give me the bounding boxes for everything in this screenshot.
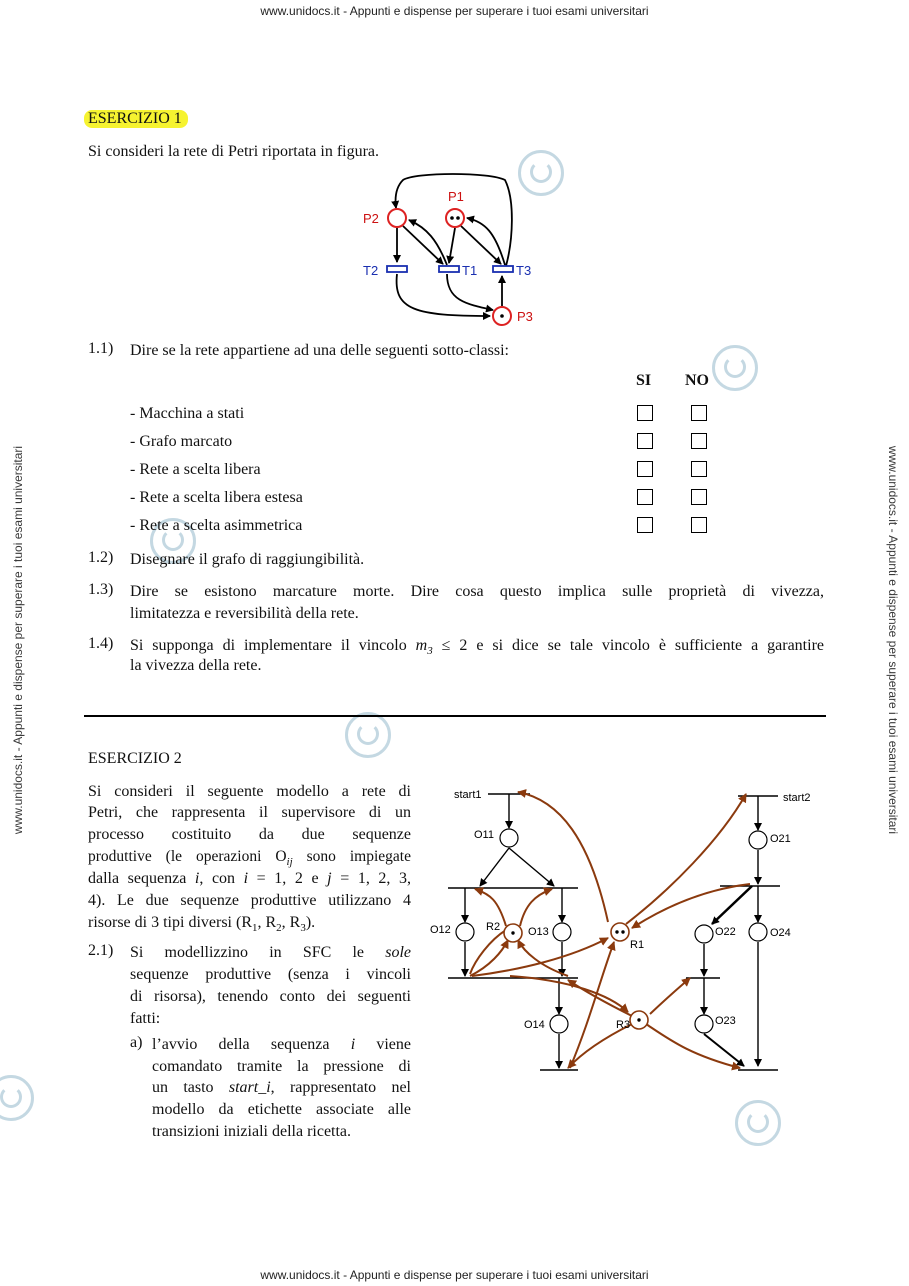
- place-r1: [611, 923, 629, 941]
- exercise-2-title: ESERCIZIO 2: [88, 750, 182, 767]
- item-a-line: comandato tramite la pressione di: [152, 1058, 411, 1075]
- label-start2: start2: [783, 792, 811, 804]
- item-a-line: transizioni iniziali della ricetta.: [152, 1123, 352, 1140]
- watermark-bottom: www.unidocs.it - Appunti e dispense per superare i tuoi esami universitari: [260, 1268, 649, 1282]
- checkbox-no[interactable]: [691, 433, 707, 449]
- checkbox-si[interactable]: [637, 461, 653, 477]
- label-o14: O14: [524, 1019, 545, 1031]
- label-o21: O21: [770, 833, 791, 845]
- option-label: - Rete a scelta asimmetrica: [130, 517, 303, 534]
- checkbox-no[interactable]: [691, 517, 707, 533]
- option-label: - Rete a scelta libera: [130, 461, 261, 478]
- transition-t3: [493, 266, 513, 272]
- exercise-2-paragraph-line: 4). Le due sequenze produttive utilizzano 4: [88, 892, 411, 909]
- checkbox-si[interactable]: [637, 405, 653, 421]
- option-label: - Rete a scelta libera estesa: [130, 489, 303, 506]
- question-2-1-number: 2.1): [88, 942, 114, 959]
- label-o24: O24: [770, 927, 791, 939]
- question-1-2-text: Disegnare il grafo di raggiungibilità.: [130, 551, 365, 568]
- place-p2: [388, 209, 406, 227]
- question-1-4-line1: Si supponga di implementare il vincolo $m_3 \le 2$ e si dice se tale vincolo è sufficiente a garantire: [130, 637, 825, 658]
- question-1-1-number: 1.1): [88, 340, 114, 357]
- question-2-1-line: Si modellizzino in SFC le sole: [130, 944, 412, 961]
- label-o11: O11: [474, 829, 494, 841]
- exercise-1-title: ESERCIZIO 1: [84, 110, 188, 128]
- checkbox-si[interactable]: [637, 517, 653, 533]
- exercise-2-paragraph-line: Si consideri il seguente modello a rete di: [88, 783, 411, 800]
- place-p1: [446, 209, 464, 227]
- watermark-top: www.unidocs.it - Appunti e dispense per superare i tuoi esami universitari: [260, 4, 649, 18]
- checkbox-si[interactable]: [637, 489, 653, 505]
- place-o22: [695, 925, 713, 943]
- item-a-line: un tasto start_i, rappresentato nel: [152, 1079, 411, 1096]
- label-t1: T1: [462, 263, 478, 278]
- question-2-1-line: fatti:: [130, 1010, 161, 1027]
- place-o21: [749, 831, 767, 849]
- label-t2: T2: [363, 263, 379, 278]
- column-si: SI: [636, 372, 652, 389]
- question-1-4-line2: la vivezza della rete.: [130, 657, 262, 674]
- label-p1: P1: [448, 189, 464, 204]
- label-o22: O22: [715, 926, 736, 938]
- label-r2: R2: [486, 921, 501, 933]
- question-1-3-line1: Dire se esistono marcature morte. Dire cosa questo implica sulle proprietà di vivezza,: [130, 583, 824, 600]
- question-2-1-line: sequenze produttive (senza i vincoli: [130, 966, 411, 983]
- exercise-2-paragraph-line: Petri, che rappresenta il supervisore di un: [88, 804, 411, 821]
- label-r1: R1: [630, 939, 645, 951]
- place-o24: [749, 923, 767, 941]
- place-o13: [553, 923, 571, 941]
- watermark-right: www.unidocs.it - Appunti e dispense per superare i tuoi esami universitari: [886, 445, 900, 835]
- question-1-3-line2: limitatezza e reversibilità della rete.: [130, 605, 359, 622]
- question-1-4-number: 1.4): [88, 635, 114, 652]
- item-a-label: a): [130, 1034, 143, 1051]
- petri-net-figure-1: [355, 170, 555, 330]
- option-label: - Grafo marcato: [130, 433, 233, 450]
- checkbox-si[interactable]: [637, 433, 653, 449]
- checkbox-no[interactable]: [691, 489, 707, 505]
- exercise-2-paragraph-line: processo costituito da due sequenze: [88, 826, 411, 843]
- question-1-1-text: Dire se la rete appartiene ad una delle seguenti sotto-classi:: [130, 342, 509, 359]
- place-o14: [550, 1015, 568, 1033]
- option-label: - Macchina a stati: [130, 405, 245, 422]
- watermark-left: www.unidocs.it - Appunti e dispense per superare i tuoi esami universitari: [11, 445, 25, 835]
- place-o11: [500, 829, 518, 847]
- label-start1: start1: [454, 789, 482, 801]
- exercise-2-paragraph-line: dalla sequenza i, con i = 1, 2 e j = 1, 2, 3,: [88, 870, 411, 887]
- unidocs-logo-icon: [712, 345, 758, 391]
- exercise-1-intro: Si consideri la rete di Petri riportata in figura.: [88, 143, 380, 160]
- question-1-2-number: 1.2): [88, 549, 114, 566]
- question-1-3-number: 1.3): [88, 581, 114, 598]
- exercise-2-paragraph-line: produttive (le operazioni $O_{ij}$ sono impiegate: [88, 848, 411, 869]
- label-t3: T3: [516, 263, 532, 278]
- label-p2: P2: [363, 211, 379, 226]
- question-2-1-line: di risorsa), tenendo conto dei seguenti: [130, 988, 411, 1005]
- item-a-line: l’avvio della sequenza i viene: [152, 1036, 411, 1053]
- place-o12: [456, 923, 474, 941]
- section-divider: [84, 715, 826, 717]
- transition-t1: [439, 266, 459, 272]
- unidocs-logo-icon: [0, 1075, 34, 1121]
- item-a-line: modello da etichette associate alle: [152, 1101, 411, 1118]
- unidocs-logo-icon: [345, 712, 391, 758]
- exercise-2-paragraph-line: risorse di 3 tipi diversi ($R_1$, $R_2$, $R_3$).: [88, 914, 316, 935]
- label-o13: O13: [528, 926, 549, 938]
- petri-net-figure-2: [420, 780, 840, 1080]
- column-no: NO: [685, 372, 709, 389]
- checkbox-no[interactable]: [691, 461, 707, 477]
- place-o23: [695, 1015, 713, 1033]
- transition-t2: [387, 266, 407, 272]
- label-o12: O12: [430, 924, 451, 936]
- label-r3: R3: [616, 1019, 631, 1031]
- label-o23: O23: [715, 1015, 736, 1027]
- label-p3: P3: [517, 309, 533, 324]
- unidocs-logo-icon: [735, 1100, 781, 1146]
- checkbox-no[interactable]: [691, 405, 707, 421]
